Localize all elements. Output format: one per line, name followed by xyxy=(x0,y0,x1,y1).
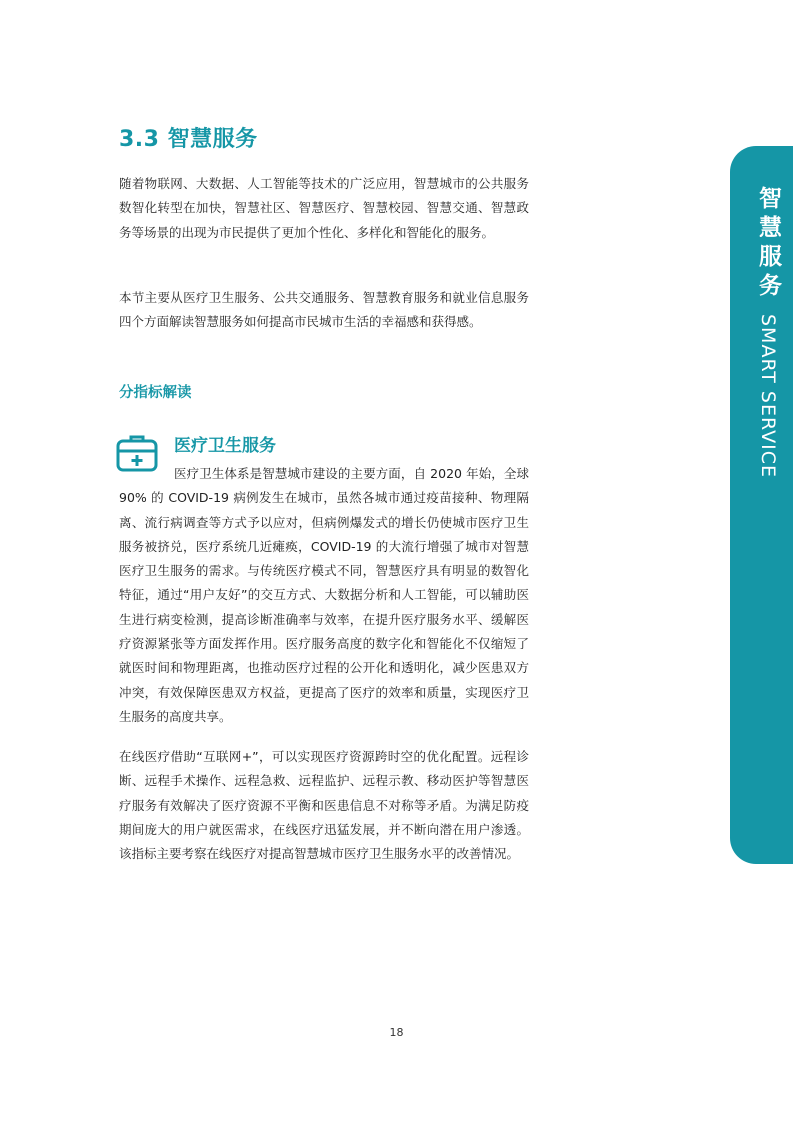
section-title: 3.3 智慧服务 xyxy=(119,127,258,152)
intro-paragraph-1: 随着物联网、大数据、人工智能等技术的广泛应用，智慧城市的公共服务数智化转型在加快，智慧社区、智慧医疗、智慧校园、智慧交通、智慧政务等场景的出现为市民提供了更加个性化、多样化和智能化的服务。 xyxy=(119,176,529,240)
topic-paragraph-2: 在线医疗借助“互联网+”，可以实现医疗资源跨时空的优化配置。远程诊断、远程手术操作、远程急救、远程监护、远程示教、移动医护等智慧医疗服务有效解决了医疗资源不平衡和医患信息不对称等矛盾。为满足防疫期间庞大的用户就医需求，在线医疗迅猛发展，并不断向潜在用户渗透。该指标主要考察在线医疗对提高智慧城市医疗卫生服务水平的改善情况。 xyxy=(119,749,529,862)
topic-title: 医疗卫生服务 xyxy=(174,436,276,456)
intro-paragraph-2: 本节主要从医疗卫生服务、公共交通服务、智慧教育服务和就业信息服务四个方面解读智慧服务如何提高市民城市生活的幸福感和获得感。 xyxy=(119,290,529,330)
side-tab-chinese: 智慧服务 xyxy=(755,186,781,302)
topic-paragraph-1: 医疗卫生体系是智慧城市建设的主要方面，自 2020 年始，全球 90% 的 COVID-19 病例发生在城市，虽然各城市通过疫苗接种、物理隔离、流行病调查等方式予以应对，但病例爆发式的增长仍使城市医疗卫生服务被挤兑，医疗系统几近瘫痪，COVID-19 的大流行增强了城市对智慧医疗卫生服务的需求。与传统医疗模式不同，智慧医疗具有明显的数智化特征，通过“用户友好”的交互方式、大数据分析和人工智能，可以辅助医生进行病变检测，提高诊断准确率与效率，在提升医疗服务水平、缓解医疗资源紧张等方面发挥作用。医疗服务高度的数字化和智能化不仅缩短了就医时间和物理距离，也推动医疗过程的公开化和透明化，减少医患双方冲突，有效保障医患双方权益，更提高了医疗的效率和质量，实现医疗卫生服务的高度共享。 xyxy=(119,466,529,724)
side-tab-english: SMART SERVICE xyxy=(757,314,779,479)
sub-heading: 分指标解读 xyxy=(119,385,192,401)
side-tab-label xyxy=(752,186,785,478)
page-number: 18 xyxy=(389,1026,404,1039)
